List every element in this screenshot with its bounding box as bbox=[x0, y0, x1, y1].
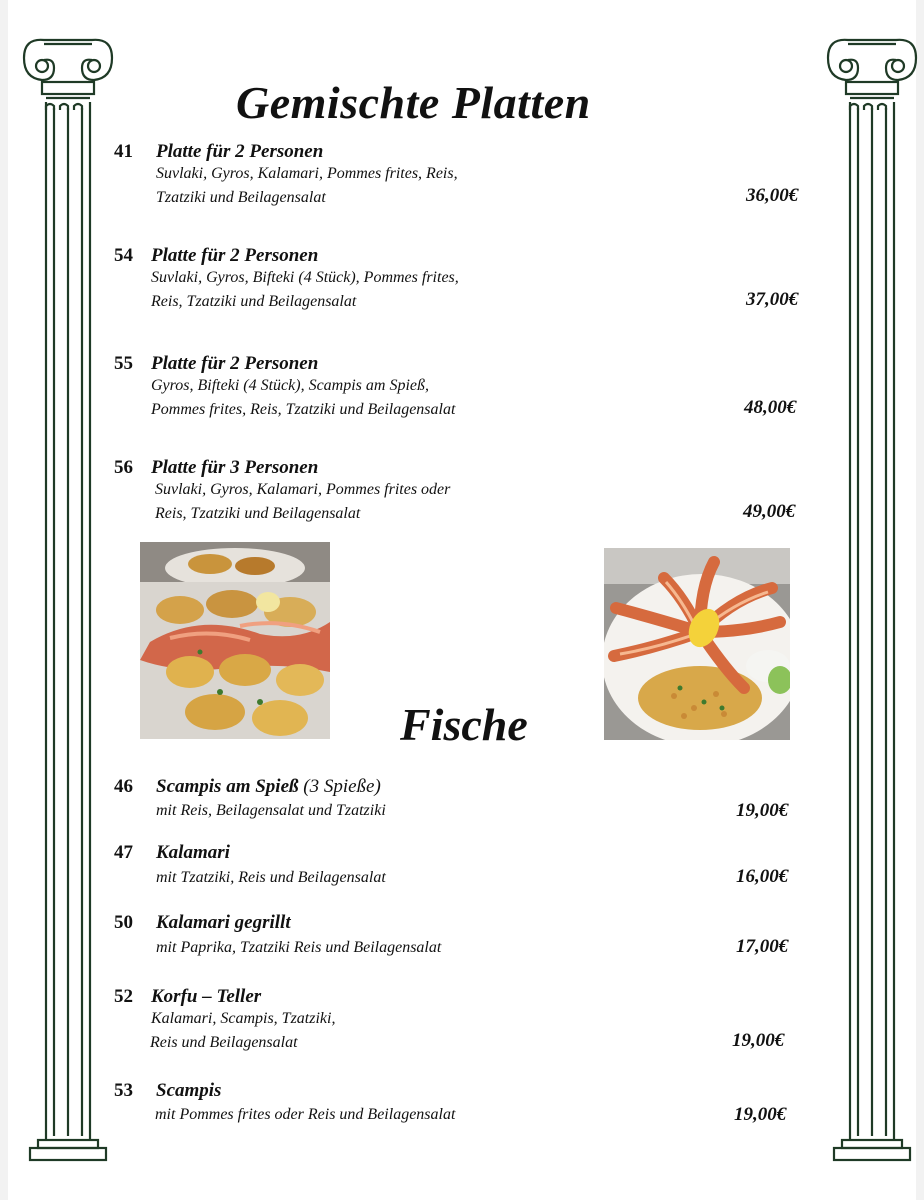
item-number: 41 bbox=[114, 141, 133, 162]
item-price: 16,00€ bbox=[736, 866, 789, 887]
item-title: Platte für 2 Personen bbox=[156, 141, 324, 162]
item-description-line-1: mit Pommes frites oder Reis und Beilagensalat bbox=[155, 1106, 456, 1123]
item-title: Platte für 2 Personen bbox=[151, 245, 319, 266]
item-number: 56 bbox=[114, 457, 133, 478]
left-ionic-column bbox=[20, 36, 116, 1164]
item-price: 48,00€ bbox=[744, 397, 797, 418]
section-title-fische: Fische bbox=[400, 699, 528, 750]
menu-item-46 bbox=[114, 776, 814, 826]
menu-item-47 bbox=[114, 842, 814, 892]
grilled-scampi-photo bbox=[604, 548, 790, 740]
menu-item-55 bbox=[114, 353, 814, 423]
menu-item-54 bbox=[114, 245, 814, 315]
item-title-extra: (3 Spieße) bbox=[303, 776, 381, 797]
item-description-line-1: Suvlaki, Gyros, Bifteki (4 Stück), Pommes frites, bbox=[151, 269, 459, 286]
item-title bbox=[156, 776, 381, 798]
item-price: 19,00€ bbox=[732, 1030, 785, 1051]
item-description-line-1: Suvlaki, Gyros, Kalamari, Pommes frites, Reis, bbox=[156, 165, 458, 182]
item-number: 55 bbox=[114, 353, 133, 374]
right-ionic-column bbox=[824, 36, 920, 1164]
menu-item-50 bbox=[114, 912, 814, 962]
item-description-line-1: Suvlaki, Gyros, Kalamari, Pommes frites oder bbox=[155, 481, 451, 498]
item-price: 19,00€ bbox=[734, 1104, 787, 1125]
menu-item-41 bbox=[114, 141, 814, 211]
item-description-line-1: mit Reis, Beilagensalat und Tzatziki bbox=[156, 802, 386, 819]
item-title: Platte für 3 Personen bbox=[151, 457, 319, 478]
menu-item-53 bbox=[114, 1080, 814, 1130]
item-number: 54 bbox=[114, 245, 133, 266]
item-price: 19,00€ bbox=[736, 800, 789, 821]
mixed-platter-photo bbox=[140, 542, 330, 739]
item-description-line-2: Tzatziki und Beilagensalat bbox=[156, 189, 326, 206]
item-description-line-2: Pommes frites, Reis, Tzatziki und Beilagensalat bbox=[151, 401, 456, 418]
item-title: Kalamari gegrillt bbox=[156, 912, 291, 933]
item-number: 52 bbox=[114, 986, 133, 1007]
item-description-line-1: mit Paprika, Tzatziki Reis und Beilagensalat bbox=[156, 939, 442, 956]
item-description-line-2: Reis und Beilagensalat bbox=[150, 1034, 298, 1051]
item-price: 36,00€ bbox=[746, 185, 799, 206]
item-title: Platte für 2 Personen bbox=[151, 353, 319, 374]
item-title: Korfu – Teller bbox=[151, 986, 262, 1007]
item-description-line-1: mit Tzatziki, Reis und Beilagensalat bbox=[156, 869, 386, 886]
item-description-line-1: Kalamari, Scampis, Tzatziki, bbox=[151, 1010, 336, 1027]
item-description-line-1: Gyros, Bifteki (4 Stück), Scampis am Spieß, bbox=[151, 377, 430, 394]
item-number: 46 bbox=[114, 776, 133, 797]
item-number: 53 bbox=[114, 1080, 133, 1101]
section-title-gemischte-platten: Gemischte Platten bbox=[236, 77, 591, 128]
item-price: 17,00€ bbox=[736, 936, 789, 957]
item-title-main: Scampis am Spieß bbox=[156, 776, 299, 797]
item-title: Kalamari bbox=[156, 842, 230, 863]
item-title: Scampis bbox=[156, 1080, 222, 1101]
item-description-line-2: Reis, Tzatziki und Beilagensalat bbox=[155, 505, 361, 522]
item-number: 47 bbox=[114, 842, 133, 863]
item-description-line-2: Reis, Tzatziki und Beilagensalat bbox=[151, 293, 357, 310]
item-number: 50 bbox=[114, 912, 133, 933]
item-price: 37,00€ bbox=[746, 289, 799, 310]
item-price: 49,00€ bbox=[743, 501, 796, 522]
menu-item-56 bbox=[114, 457, 814, 527]
menu-item-52 bbox=[114, 986, 814, 1056]
